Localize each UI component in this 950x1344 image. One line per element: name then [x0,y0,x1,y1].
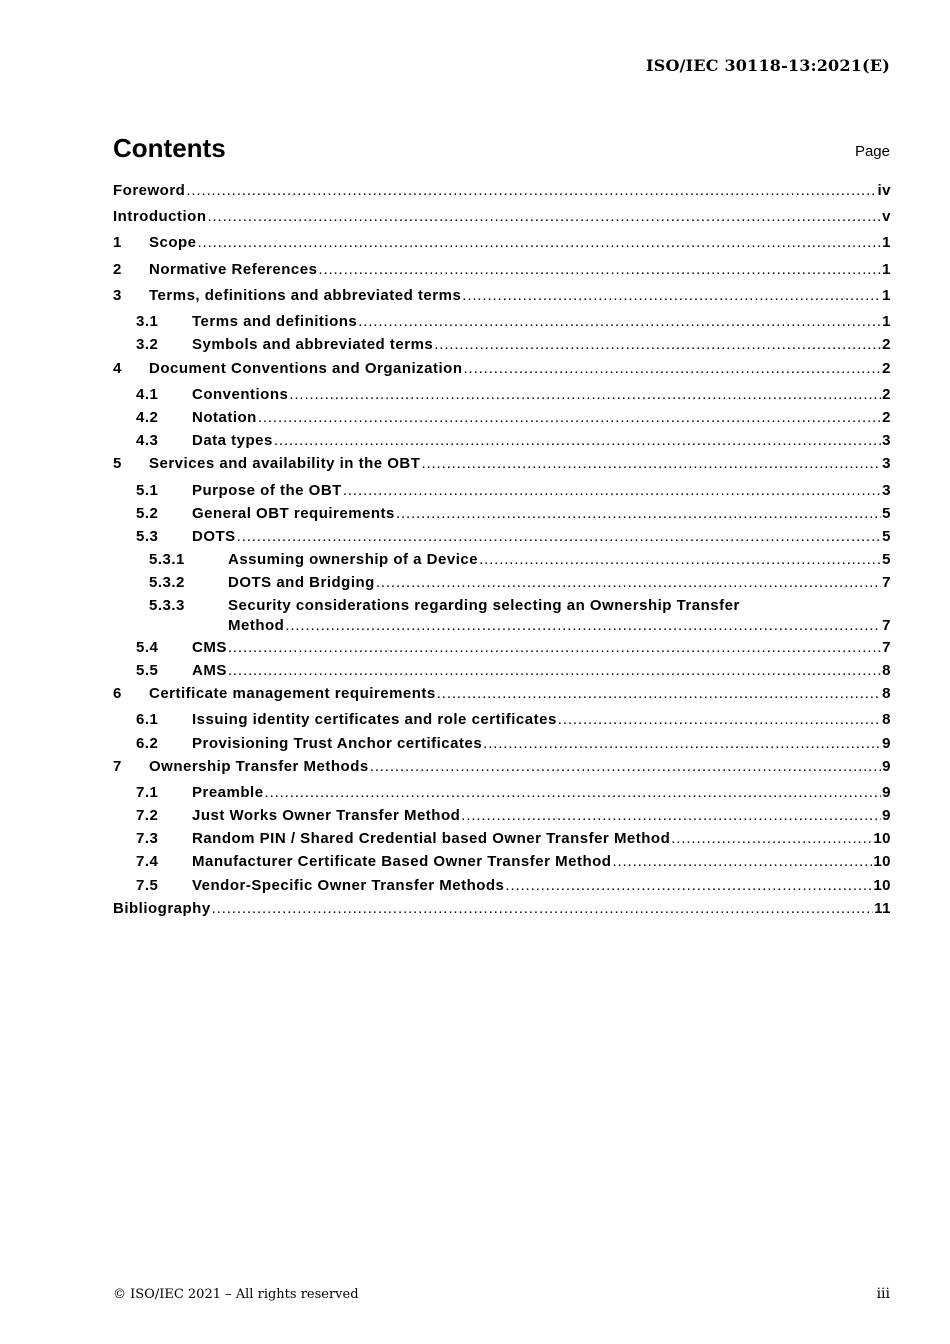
toc-entry-7[interactable] [113,757,891,777]
dot-leader [318,260,881,280]
dot-leader [483,734,881,754]
toc-entry-page: iv [877,182,891,199]
toc-entry-number: 6 [113,685,122,702]
toc-entry-number: 3.1 [136,313,159,330]
toc-entry-number: 1 [113,234,122,251]
toc-entry-title: Normative References [149,261,318,278]
toc-entry-page: 3 [882,432,891,449]
toc-entry-title: Symbols and abbreviated terms [192,336,434,353]
toc-entry-title-line1: Security considerations regarding selecting an Ownership Transfer [228,597,740,614]
dot-leader [228,638,881,658]
toc-entry-title: Foreword [113,182,186,199]
toc-entry-5-4[interactable] [113,638,891,658]
toc-entry-page: 8 [882,662,891,679]
toc-entry-3[interactable] [113,286,891,306]
toc-entry-page: 9 [882,758,891,775]
dot-leader [396,504,881,524]
toc-entry-number: 7.3 [136,830,159,847]
dot-leader [274,431,881,451]
toc-entry-page: 5 [882,528,891,545]
toc-entry-page: 1 [882,234,891,251]
toc-entry-number: 5.1 [136,482,159,499]
toc-entry-number: 5.5 [136,662,159,679]
toc-entry-title: Bibliography [113,900,211,917]
toc-entry-introduction[interactable] [113,207,891,227]
toc-entry-number: 7.4 [136,853,159,870]
toc-entry-number: 5.3.1 [149,551,185,568]
toc-entry-number: 5.3.2 [149,574,185,591]
toc-entry-page: 2 [882,336,891,353]
dot-leader [376,573,881,593]
toc-entry-title: Manufacturer Certificate Based Owner Transfer Method [192,853,612,870]
toc-entry-page: 1 [882,261,891,278]
dot-leader [434,335,881,355]
toc-entry-number: 2 [113,261,122,278]
toc-entry-2[interactable] [113,260,891,280]
dot-leader [464,359,882,379]
toc-entry-title: Introduction [113,208,207,225]
toc-entry-number: 5 [113,455,122,472]
toc-entry-page: 10 [873,830,891,847]
toc-entry-title: Provisioning Trust Anchor certificates [192,735,483,752]
toc-entry-title: Vendor-Specific Owner Transfer Methods [192,877,505,894]
toc-entry-title: CMS [192,639,227,656]
dot-leader [505,876,872,896]
page-column-label: Page [854,143,890,160]
toc-entry-title: Terms and definitions [192,313,358,330]
toc-entry-number: 4 [113,360,122,377]
toc-entry-4-1[interactable] [113,385,891,405]
toc-entry-page: v [882,208,891,225]
toc-entry-5-5[interactable] [113,661,891,681]
toc-entry-title: DOTS and Bridging [228,574,375,591]
toc-entry-page: 3 [882,482,891,499]
dot-leader [289,385,881,405]
document-id: ISO/IEC 30118-13:2021(E) [646,56,890,75]
toc-entry-5-1[interactable] [113,481,891,501]
toc-entry-title: Method [228,617,285,634]
toc-entry-title: Conventions [192,386,289,403]
toc-entry-5-3-1[interactable] [113,550,891,570]
toc-entry-5-3[interactable] [113,527,891,547]
toc-entry-title: Preamble [192,784,264,801]
toc-entry-number: 6.2 [136,735,159,752]
toc-entry-page: 7 [882,574,891,591]
toc-entry-title: Data types [192,432,273,449]
toc-entry-page: 9 [882,784,891,801]
toc-entry-page: 2 [882,386,891,403]
toc-entry-6-2[interactable] [113,734,891,754]
toc-entry-5-3-2[interactable] [113,573,891,593]
dot-leader [612,852,872,872]
toc-entry-title: Certificate management requirements [149,685,436,702]
toc-entry-page: 9 [882,807,891,824]
dot-leader [212,899,873,919]
dot-leader [207,207,881,227]
toc-entry-title: AMS [192,662,227,679]
toc-entry-number: 5.3 [136,528,159,545]
dot-leader [258,408,881,428]
copyright-footer: © ISO/IEC 2021 – All rights reserved [113,1287,359,1302]
toc-entry-7-2[interactable] [113,806,891,826]
dot-leader [228,661,881,681]
toc-entry-number: 5.4 [136,639,159,656]
toc-entry-7-5[interactable] [113,876,891,896]
toc-entry-page: 1 [882,287,891,304]
dot-leader [237,527,881,547]
toc-entry-page: 9 [882,735,891,752]
toc-entry-3-2[interactable] [113,335,891,355]
toc-entry-page: 2 [882,360,891,377]
page-number: iii [876,1286,890,1302]
toc-entry-page: 7 [882,639,891,656]
toc-entry-page: 8 [882,711,891,728]
toc-entry-5-3-3[interactable] [113,596,891,636]
toc-entry-page: 10 [873,877,891,894]
toc-entry-number: 4.1 [136,386,159,403]
toc-entry-4-2[interactable] [113,408,891,428]
dot-leader [358,312,881,332]
dot-leader [370,757,881,777]
toc-entry-number: 7.2 [136,807,159,824]
toc-entry-number: 3.2 [136,336,159,353]
toc-entry-bibliography[interactable] [113,899,891,919]
toc-entry-title: Scope [149,234,197,251]
toc-entry-title: Purpose of the OBT [192,482,342,499]
toc-entry-number: 6.1 [136,711,159,728]
toc-entry-title: Random PIN / Shared Credential based Owner Transfer Method [192,830,671,847]
toc-entry-title: Document Conventions and Organization [149,360,463,377]
table-of-contents [113,0,891,1000]
dot-leader [461,806,881,826]
dot-leader [671,829,872,849]
toc-entry-title: Issuing identity certificates and role certificates [192,711,557,728]
toc-entry-7-1[interactable] [113,783,891,803]
dot-leader [437,684,881,704]
toc-entry-number: 7 [113,758,122,775]
dot-leader [462,286,881,306]
toc-entry-page: 8 [882,685,891,702]
toc-entry-title: General OBT requirements [192,505,395,522]
toc-entry-number: 4.3 [136,432,159,449]
toc-entry-number: 3 [113,287,122,304]
toc-entry-7-4[interactable] [113,852,891,872]
toc-entry-number: 5.3.3 [149,597,185,614]
toc-entry-title: Assuming ownership of a Device [228,551,479,568]
toc-entry-6-1[interactable] [113,710,891,730]
toc-entry-title: DOTS [192,528,236,545]
toc-entry-page: 5 [882,505,891,522]
dot-leader [285,616,881,636]
dot-leader [343,481,881,501]
dot-leader [479,550,881,570]
toc-entry-4-3[interactable] [113,431,891,451]
toc-entry-page: 10 [873,853,891,870]
toc-entry-5[interactable] [113,454,891,474]
toc-entry-number: 5.2 [136,505,159,522]
dot-leader [198,233,882,253]
toc-entry-4[interactable] [113,359,891,379]
toc-entry-title: Just Works Owner Transfer Method [192,807,461,824]
toc-entry-number: 7.5 [136,877,159,894]
toc-entry-page: 11 [874,900,891,917]
toc-entry-number: 7.1 [136,784,159,801]
toc-entry-title: Ownership Transfer Methods [149,758,369,775]
toc-entry-title: Terms, definitions and abbreviated terms [149,287,462,304]
toc-entry-foreword[interactable] [113,181,891,201]
toc-entry-3-1[interactable] [113,312,891,332]
toc-entry-7-3[interactable] [113,829,891,849]
contents-heading: Contents [113,133,226,163]
toc-entry-page: 7 [882,617,891,634]
dot-leader [421,454,881,474]
toc-entry-number: 4.2 [136,409,159,426]
toc-entry-title: Notation [192,409,257,426]
toc-entry-page: 5 [882,551,891,568]
dot-leader [558,710,881,730]
toc-entry-6[interactable] [113,684,891,704]
toc-entry-page: 1 [882,313,891,330]
dot-leader [186,181,876,201]
toc-entry-1[interactable] [113,233,891,253]
dot-leader [265,783,882,803]
toc-entry-title: Services and availability in the OBT [149,455,421,472]
toc-entry-page: 3 [882,455,891,472]
toc-entry-5-2[interactable] [113,504,891,524]
toc-entry-page: 2 [882,409,891,426]
